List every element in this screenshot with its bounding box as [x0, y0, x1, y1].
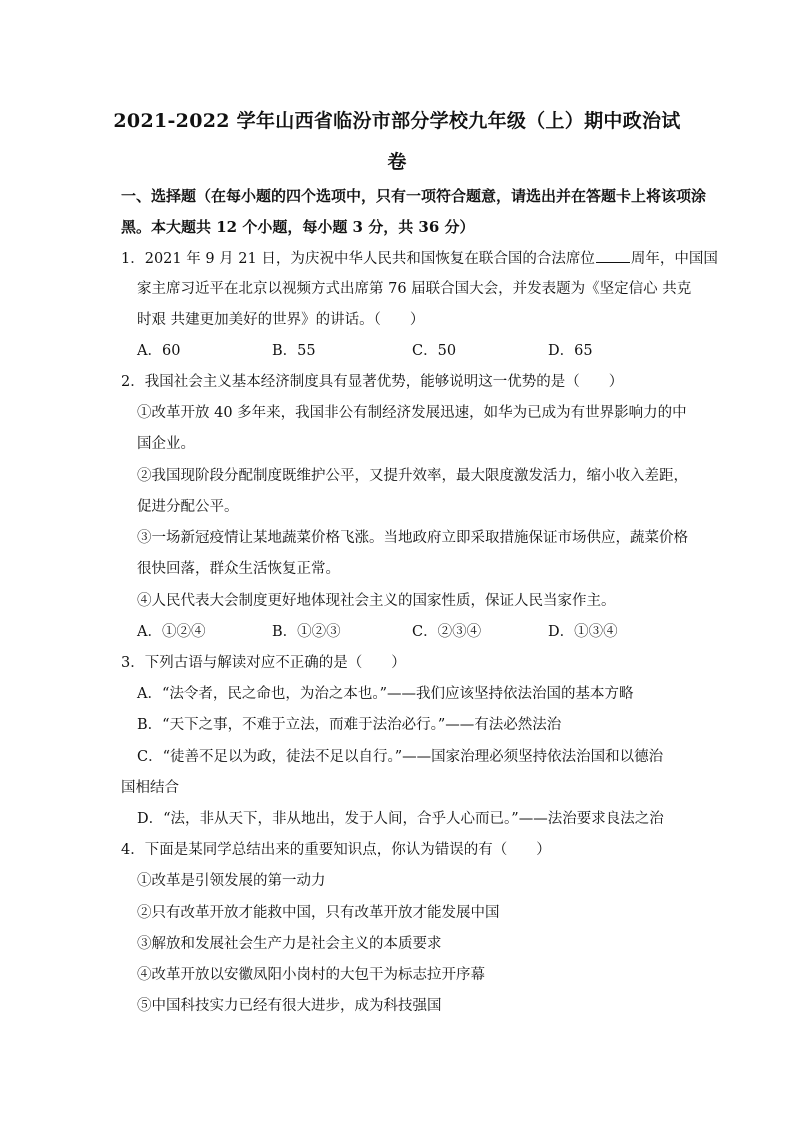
q1-option-a: A．60 — [137, 343, 181, 359]
q2-option-a: A．①②④ — [137, 624, 206, 640]
q2-item2-line2: 促进分配公平。 — [137, 499, 239, 515]
q2-stem: 2．我国社会主义基本经济制度具有显著优势，能够说明这一优势的是（ ） — [121, 374, 624, 390]
section-heading-line1: 一、选择题（在每小题的四个选项中，只有一项符合题意，请选出并在答题卡上将该项涂 — [121, 187, 707, 205]
q1-option-b: B．55 — [272, 343, 316, 359]
q2-item3-line2: 很快回落，群众生活恢复正常。 — [137, 561, 340, 577]
page-title-line1: 2021-2022 学年山西省临汾市部分学校九年级（上）期中政治试 — [113, 110, 681, 132]
q1-stem-text-b: 周年，中国国 — [630, 251, 718, 267]
q4-stem: 4．下面是某同学总结出来的重要知识点，你认为错误的有（ ） — [121, 842, 551, 858]
q1-stem-text-a: 1．2021 年 9 月 21 日，为庆祝中华人民共和国恢复在联合国的合法席位 — [121, 251, 595, 267]
q3-stem: 3．下列古语与解读对应不正确的是（ ） — [121, 655, 406, 671]
q2-item3-line1: ③一场新冠疫情让某地蔬菜价格飞涨。当地政府立即采取措施保证市场供应，蔬菜价格 — [137, 530, 688, 546]
q1-stem-line2: 家主席习近平在北京以视频方式出席第 76 届联合国大会，并发表题为《坚定信心 共克 — [137, 281, 692, 297]
q4-item: ②只有改革开放才能救中国，只有改革开放才能发展中国 — [137, 905, 500, 921]
q3-option-d: D．“法，非从天下，非从地出，发于人间，合乎人心而已。”——法治要求良法之治 — [137, 811, 664, 827]
q3-option-b: B．“天下之事，不难于立法，而难于法治必行。”——有法必然法治 — [137, 717, 562, 733]
q4-item: ①改革是引领发展的第一动力 — [137, 873, 326, 889]
q2-item4: ④人民代表大会制度更好地体现社会主义的国家性质，保证人民当家作主。 — [137, 593, 616, 609]
section-heading-line2: 黑。本大题共 12 个小题，每小题 3 分，共 36 分） — [121, 218, 475, 236]
q1-option-d: D．65 — [548, 343, 593, 359]
page-title-line2: 卷 — [387, 151, 407, 173]
q2-item1-line1: ①改革开放 40 多年来，我国非公有制经济发展迅速，如华为已成为有世界影响力的中 — [137, 405, 687, 421]
q3-option-a: A．“法令者，民之命也，为治之本也。”——我们应该坚持依法治国的基本方略 — [137, 686, 634, 702]
q4-item: ④改革开放以安徽凤阳小岗村的大包干为标志拉开序幕 — [137, 967, 485, 983]
q1-stem-line1 — [121, 248, 718, 269]
q2-option-b: B．①②③ — [272, 624, 341, 640]
q2-item2-line1: ②我国现阶段分配制度既维护公平，又提升效率，最大限度激发活力，缩小收入差距， — [137, 468, 688, 484]
q2-item1-line2: 国企业。 — [137, 436, 195, 452]
answer-blank — [596, 248, 630, 263]
q1-option-c: C．50 — [412, 343, 457, 359]
q2-option-d: D．①③④ — [548, 624, 618, 640]
q4-item: ③解放和发展社会生产力是社会主义的本质要求 — [137, 936, 442, 952]
q3-option-c-line1: C．“徒善不足以为政，徒法不足以自行。”——国家治理必须坚持依法治国和以德治 — [137, 749, 664, 765]
q4-item: ⑤中国科技实力已经有很大进步，成为科技强国 — [137, 998, 442, 1014]
q3-option-c-line2: 国相结合 — [121, 780, 179, 796]
q1-stem-line3: 时艰 共建更加美好的世界》的讲话。（ ） — [137, 312, 425, 328]
q2-option-c: C．②③④ — [412, 624, 482, 640]
